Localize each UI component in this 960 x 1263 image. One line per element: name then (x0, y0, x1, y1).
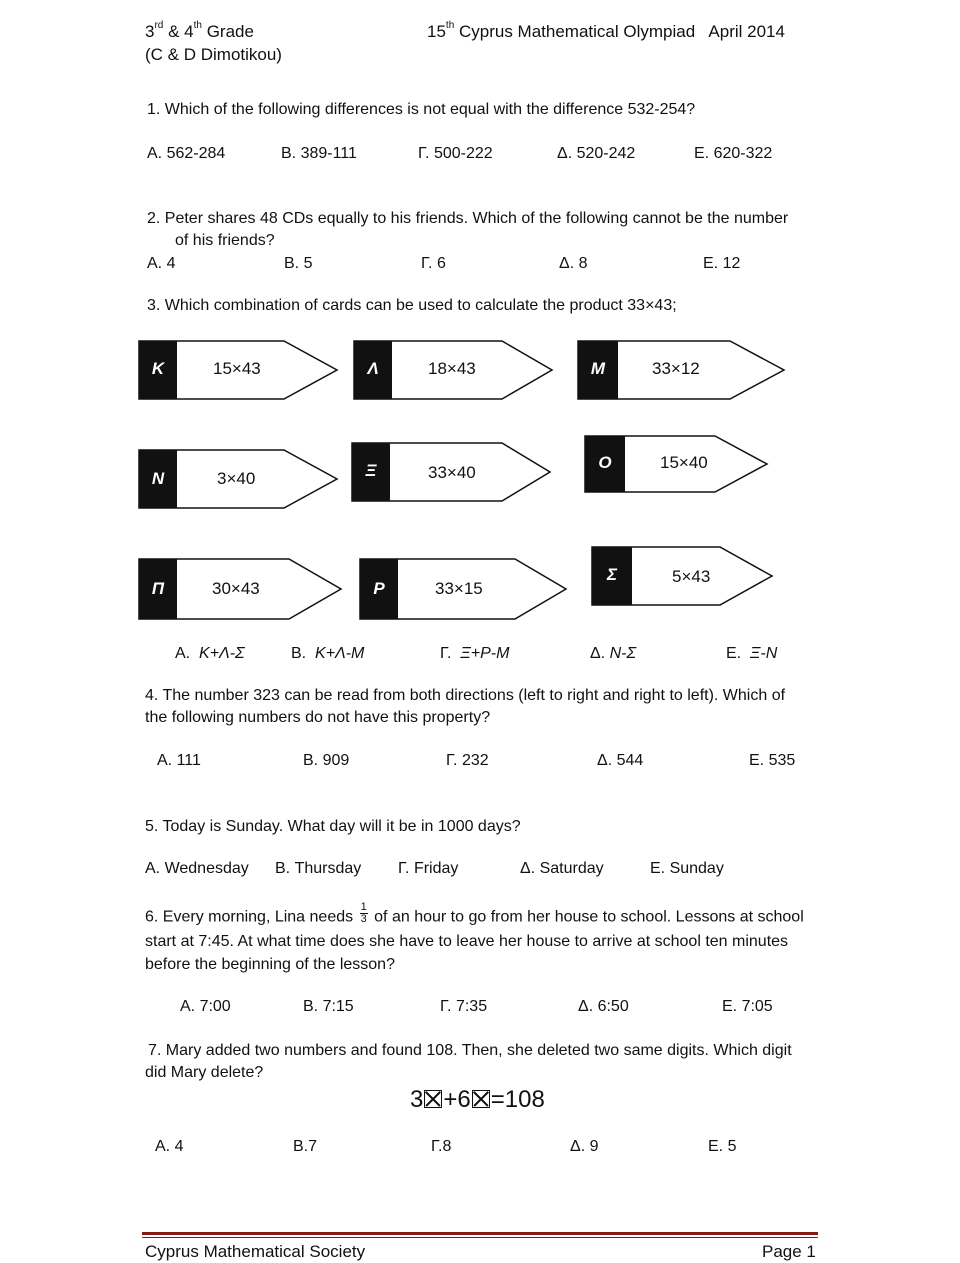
grade-b-sup: th (193, 20, 202, 31)
q1-option-e: Ε. 620-322 (694, 145, 773, 162)
q6-option-d: Δ. 6:50 (578, 998, 629, 1015)
question-2-line1: 2. Peter shares 48 CDs equally to his friends. Which of the following cannot be the number (147, 210, 789, 227)
question-7-line2: did Mary delete? (145, 1064, 264, 1081)
q4-option-c: Γ. 232 (446, 752, 489, 769)
card-n-expr: 3×40 (217, 469, 256, 488)
grade-amp: & 4 (163, 22, 194, 41)
card-m (578, 341, 788, 399)
grade-word: Grade (201, 22, 254, 41)
card-l (354, 341, 554, 399)
card-k (139, 341, 339, 399)
card-k-letter: Κ (151, 359, 165, 378)
question-6-line2: start at 7:45. At what time does she have to leave her house to arrive at school ten minutes (145, 933, 789, 950)
q3-option-b-text: Κ+Λ-Μ (315, 645, 365, 662)
q2-option-e: Ε. 12 (703, 255, 741, 272)
card-sigma-letter: Σ (606, 565, 618, 584)
card-rho-letter: Ρ (373, 579, 385, 598)
q2-option-c: Γ. 6 (421, 255, 446, 272)
card-l-letter: Λ (367, 359, 379, 378)
question-7-line1: 7. Mary added two numbers and found 108. Then, she deleted two same digits. Which digit (148, 1042, 792, 1059)
card-pi (139, 559, 344, 619)
card-m-letter: Μ (590, 359, 606, 378)
footer-society: Cyprus Mathematical Society (145, 1242, 366, 1261)
q6-option-c: Γ. 7:35 (440, 998, 488, 1015)
crossed-box-icon (424, 1090, 442, 1108)
card-o (585, 436, 770, 492)
card-sigma (592, 547, 777, 605)
olymp-text: Cyprus Mathematical Olympiad April 2014 (454, 22, 785, 41)
q3-option-e-text: Ξ-Ν (750, 645, 778, 662)
q1-option-a: Α. 562-284 (147, 145, 226, 162)
card-k-expr: 15×43 (213, 359, 261, 378)
q5-option-b: Β. Thursday (275, 860, 362, 877)
question-1: 1. Which of the following differences is not equal with the difference 532-254? (147, 101, 696, 118)
card-pi-letter: Π (151, 579, 165, 598)
card-rho (360, 559, 570, 619)
q4-option-e: Ε. 535 (749, 752, 796, 769)
eq-a: 3 (410, 1086, 424, 1113)
q5-option-e: Ε. Sunday (650, 860, 724, 877)
q3-option-a-text: Κ+Λ-Σ (199, 645, 245, 662)
q6-frac-den: 3 (360, 913, 367, 925)
q2-option-b: Β. 5 (284, 255, 313, 272)
card-o-expr: 15×40 (660, 453, 708, 472)
q5-option-c: Γ. Friday (398, 860, 459, 877)
question-4-line1: 4. The number 323 can be read from both directions (left to right and right to left). Which of (145, 687, 786, 704)
q4-option-a: Α. 111 (157, 752, 201, 769)
q3-option-a: Α. Κ+Λ-Σ (175, 645, 245, 662)
question-2-line2: of his friends? (175, 232, 275, 249)
q2-option-d: Δ. 8 (559, 255, 588, 272)
olymp-num: 15 (427, 22, 446, 41)
eq-plus: +6 (443, 1086, 471, 1113)
question-3: 3. Which combination of cards can be used to calculate the product 33×43; (147, 297, 677, 314)
card-n-letter: Ν (151, 469, 165, 488)
q3-option-c-text: Ξ+Ρ-Μ (460, 645, 510, 662)
q2-option-a: Α. 4 (147, 255, 176, 272)
q7-equation (410, 1086, 545, 1114)
q7-option-e: Ε. 5 (708, 1138, 737, 1155)
card-n (139, 450, 339, 508)
card-pi-expr: 30×43 (212, 579, 260, 598)
q3-option-e: Ε. Ξ-Ν (726, 645, 778, 662)
footer-rule-thin (142, 1237, 818, 1238)
q5-option-a: Α. Wednesday (145, 860, 249, 877)
header-olympiad (427, 22, 785, 42)
card-xi-expr: 33×40 (428, 463, 476, 482)
q5-option-d: Δ. Saturday (520, 860, 604, 877)
header-subtitle: (C & D Dimotikou) (145, 45, 282, 64)
q7-option-a: Α. 4 (155, 1138, 184, 1155)
card-xi (352, 443, 552, 501)
q1-option-d: Δ. 520-242 (557, 145, 636, 162)
q4-option-d: Δ. 544 (597, 752, 644, 769)
q4-option-b: Β. 909 (303, 752, 350, 769)
eq-end: =108 (490, 1086, 545, 1113)
q7-option-c: Γ.8 (431, 1138, 452, 1155)
card-sigma-expr: 5×43 (672, 567, 711, 586)
q3-option-b: Β. Κ+Λ-Μ (291, 645, 365, 662)
q6-frac-num: 1 (360, 901, 367, 913)
question-5: 5. Today is Sunday. What day will it be in 1000 days? (145, 818, 521, 835)
grade-a-sup: rd (154, 20, 164, 31)
q6-line1-post: of an hour to go from her house to school. Lessons at school (374, 908, 804, 926)
card-xi-letter: Ξ (365, 461, 377, 480)
q6-option-a: Α. 7:00 (180, 998, 231, 1015)
grade-a: 3 (145, 22, 155, 41)
footer-rule-thick (142, 1232, 818, 1235)
q6-option-b: Β. 7:15 (303, 998, 354, 1015)
question-6-line3: before the beginning of the lesson? (145, 956, 395, 973)
card-l-expr: 18×43 (428, 359, 476, 378)
question-6-line1 (145, 901, 804, 929)
q6-option-e: Ε. 7:05 (722, 998, 773, 1015)
olymp-sup: th (445, 20, 455, 31)
q3-option-c: Γ. Ξ+Ρ-Μ (440, 645, 510, 662)
q7-option-b: Β.7 (293, 1138, 318, 1155)
card-rho-expr: 33×15 (435, 579, 483, 598)
crossed-box-icon (472, 1090, 490, 1108)
card-o-letter: Ο (598, 453, 612, 472)
q3-option-d: Δ. Ν-Σ (590, 645, 637, 662)
q1-option-b: Β. 389-111 (281, 145, 357, 162)
question-4-line2: the following numbers do not have this property? (145, 709, 491, 726)
q6-line1-pre: 6. Every morning, Lina needs (145, 908, 354, 926)
footer-page-number: Page 1 (762, 1242, 816, 1261)
q1-option-c: Γ. 500-222 (418, 145, 493, 162)
q6-fraction (360, 902, 368, 925)
card-m-expr: 33×12 (652, 359, 700, 378)
q7-option-d: Δ. 9 (570, 1138, 599, 1155)
q3-option-d-text: Ν-Σ (609, 645, 637, 662)
header-grade (145, 22, 254, 42)
